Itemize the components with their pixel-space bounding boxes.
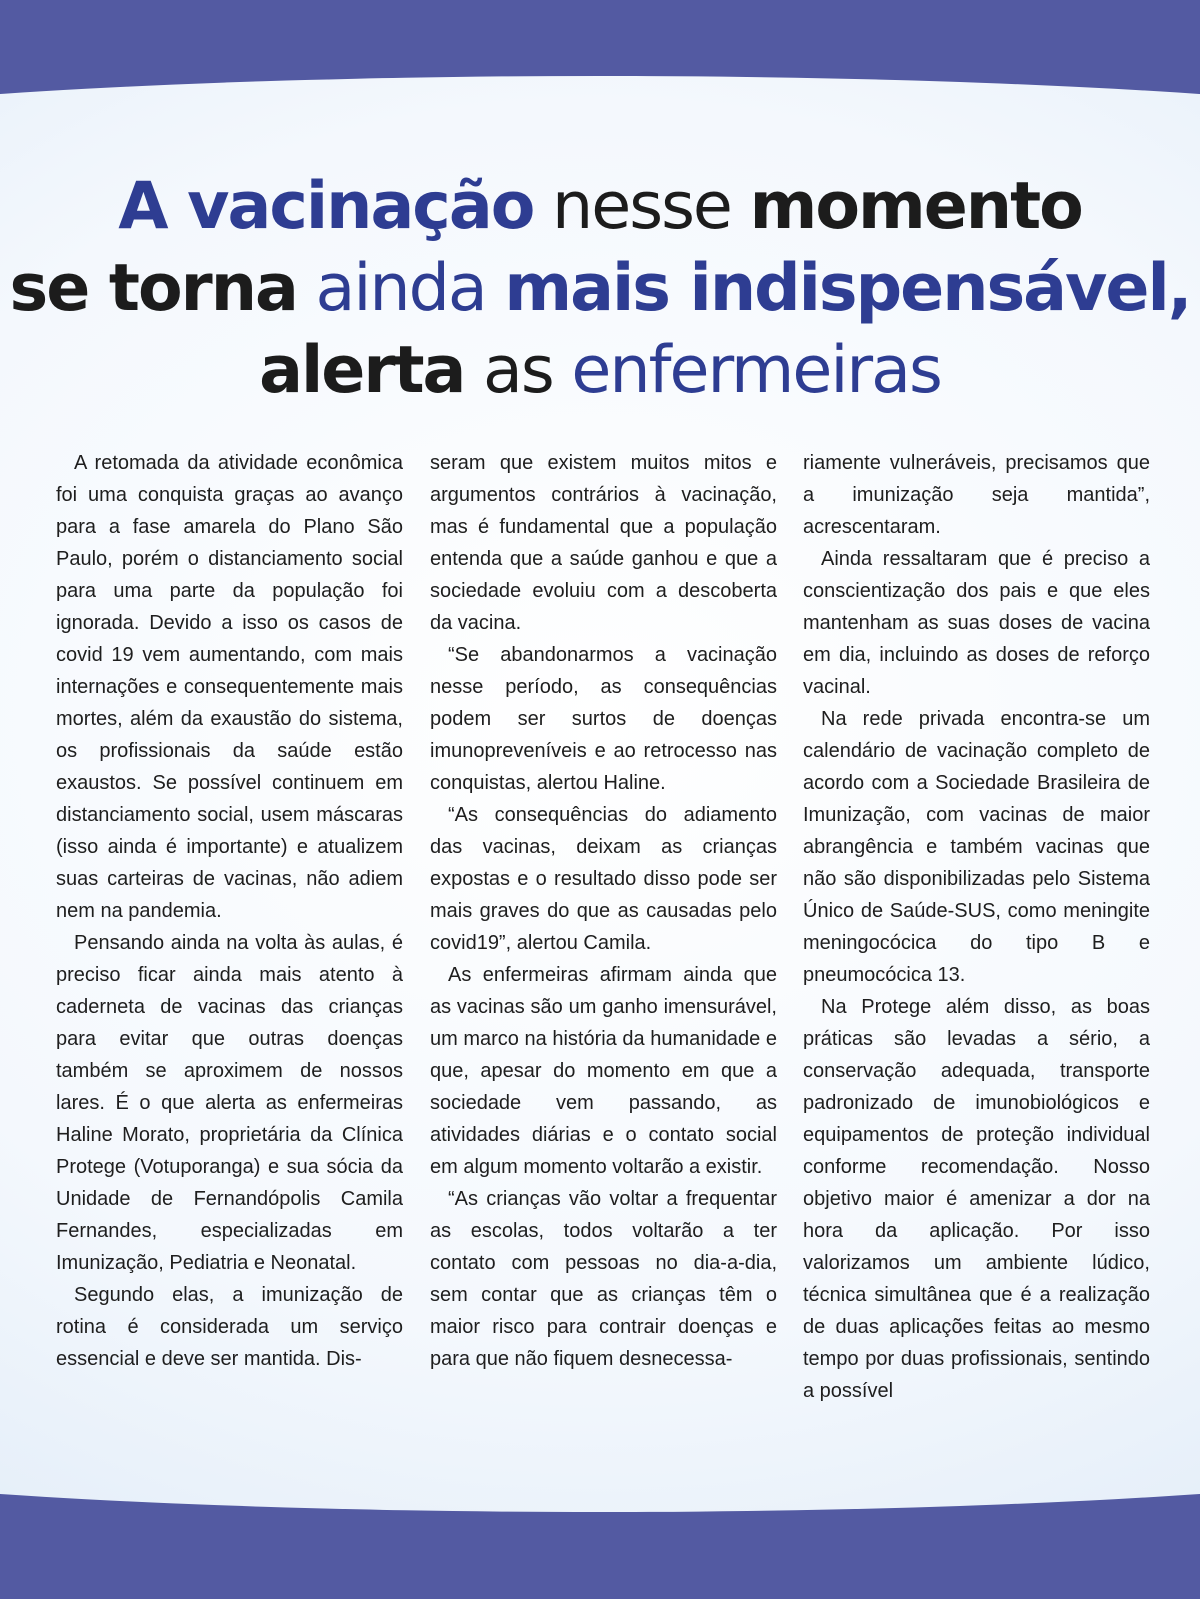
- paragraph-continued: riamente vulneráveis, precisamos que a imunização seja mantida”, acrescentaram.: [803, 452, 1150, 538]
- paragraph: Pensando ainda na volta às aulas, é preciso ficar ainda mais atento à caderneta de vacinas das crianças para evitar que outras doenças também se aproximem de nossos lares. É o que alerta as enfermeiras Haline Morato, proprietária da Clínica Protege (Votuporanga) e sua sócia da Unidade de Fernandópolis Camila Fernandes, especializadas em Imunização, Pediatria e Neonatal.: [56, 932, 403, 1274]
- headline-word: A vacinação: [118, 169, 534, 244]
- paragraph: “Se abandonarmos a vacinação nesse período, as consequências podem ser surtos de doenças imunopreveníveis e ao retrocesso nas conquistas, alertou Haline.: [430, 644, 777, 794]
- article-column-3: [803, 447, 1150, 1427]
- headline-word: as: [464, 333, 572, 408]
- headline-word: alerta: [259, 333, 465, 408]
- paragraph: Na rede privada encontra-se um calendário de vacinação completo de acordo com a Sociedade Brasileira de Imunização, com vacinas de maior abrangência e também vacinas que não são disponibilizadas pelo Sistema Único de Saúde-SUS, como meningite meningocócica do tipo B e pneumocócica 13.: [803, 708, 1150, 986]
- paragraph: Na Protege além disso, as boas práticas são levadas a sério, a conservação adequada, transporte padronizado de imunobiológicos e equipamentos de proteção individual conforme recomendação. Nosso objetivo maior é amenizar a dor na hora da aplicação. Por isso valorizamos um ambiente lúdico, técnica simultânea que é a realização de duas aplicações feitas ao mesmo tempo por duas profissionais, sentindo a possível: [803, 996, 1150, 1402]
- headline-line-3: [259, 333, 941, 408]
- headline-word: nesse: [533, 169, 750, 244]
- headline-word: enfermeiras: [571, 333, 941, 408]
- paragraph: As enfermeiras afirmam ainda que as vacinas são um ganho imensurável, um marco na história da humanidade e que, apesar do momento em que a sociedade vem passando, as atividades diárias e o contato social em algum momento voltarão a existir.: [430, 964, 777, 1178]
- paragraph: A retomada da atividade econômica foi uma conquista graças ao avanço para a fase amarela do Plano São Paulo, porém o distanciamento social para uma parte da população foi ignorada. Devido a isso os casos de covid 19 vem aumentando, com mais internações e consequentemente mais mortes, além da exaustão do sistema, os profissionais da saúde estão exaustos. Se possível continuem em distanciamento social, usem máscaras (isso ainda é importante) e atualizem suas carteiras de vacinas, não adiem nem na pandemia.: [56, 452, 403, 922]
- headline-word: mais indispensável,: [504, 251, 1191, 326]
- paragraph: “As consequências do adiamento das vacinas, deixam as crianças expostas e o resultado disso pode ser mais graves do que as causadas pelo covid19”, alertou Camila.: [430, 804, 777, 954]
- paragraph: Ainda ressaltaram que é preciso a conscientização dos pais e que eles mantenham as suas doses de vacina em dia, incluindo as doses de reforço vacinal.: [803, 548, 1150, 698]
- paragraph-continued: seram que existem muitos mitos e argumentos contrários à vacinação, mas é fundamental que a população entenda que a saúde ganhou e que a sociedade evoluiu com a descoberta da vacina.: [430, 452, 777, 634]
- headline-word: se torna: [9, 251, 297, 326]
- article-column-1: [56, 447, 403, 1427]
- headline-word: ainda: [296, 251, 505, 326]
- paragraph: Segundo elas, a imunização de rotina é considerada um serviço essencial e deve ser mantida. Dis-: [56, 1284, 403, 1370]
- article-column-2: [430, 447, 777, 1427]
- headline-line-2: [10, 251, 1191, 326]
- headline: [0, 166, 1200, 412]
- headline-word: momento: [749, 169, 1082, 244]
- paragraph: “As crianças vão voltar a frequentar as escolas, todos voltarão a ter contato com pessoas no dia-a-dia, sem contar que as crianças têm o maior risco para contrair doenças e para que não fiquem desnecessa-: [430, 1188, 777, 1370]
- headline-line-1: [118, 169, 1082, 244]
